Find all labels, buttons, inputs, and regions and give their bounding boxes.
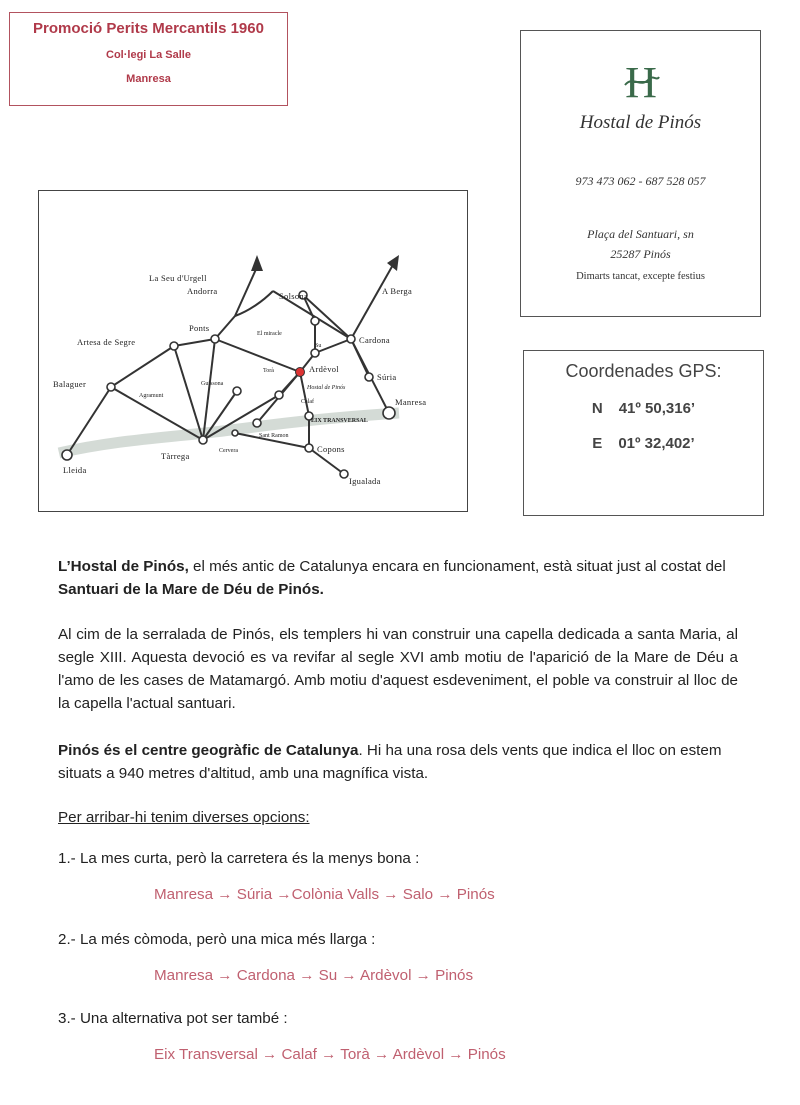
gps-e-value: 01º 32,402’ [618,435,695,452]
logo-letter: H [624,59,657,105]
map-label-ardevol: Ardèvol [309,364,339,374]
intro-text: el més antic de Catalunya encara en funcionament, està situat just al costat del [188,558,726,575]
hostal-address-line2: 25287 Pinós [610,247,671,261]
geo-centre-paragraph [58,739,738,785]
map-label-manresa: Manresa [395,397,427,407]
history-paragraph: Al cim de la serralada de Pinós, els templers hi van construir una capella dedicada a santa Maria, al segle XIII. Aquesta devoció es va revifar al segle XVI amb motiu de l'aparició de la Mare de Déu a l'amo de les cases de Matamargó. Amb motiu d'aquest esdeveniment, el poble va construir al lloc de la capella l'actual santuari. [58,626,738,712]
geo-centre-text: . Hi ha una rosa dels vents que indica el lloc on estem situats a 940 metres d'altitud, amb una magnífica vista. [58,742,722,782]
gps-e-label: E [592,435,603,452]
route-map-svg [39,191,469,513]
map-label-lleida: Lleida [63,465,87,475]
option-2-label: 2.- La més còmoda, però una mica més llarga : [58,931,376,948]
geo-centre-bold: Pinós és el centre geogràfic de Catalunya [58,742,359,759]
promo-title: Promoció Perits Mercantils 1960 [33,20,264,37]
intro-bold-santuari: Santuari de la Mare de Déu de Pinós. [58,581,324,598]
map-label-tora: Torà [263,368,274,374]
hostal-card [520,30,761,317]
gps-n-label: N [591,400,603,417]
option-1-label: 1.- La mes curta, però la carretera és la menys bona : [58,850,420,867]
map-arrow-andorra [251,255,263,271]
route-3: Eix Transversal → Calaf → Torà → Ardèvol → Pinós [154,1046,506,1063]
map-label-hostal: Hostal de Pinós [307,385,346,391]
gps-longitude [524,435,763,452]
map-label-balaguer: Balaguer [53,379,87,389]
map-label-guissona: Guissona [201,381,224,387]
hostal-address-line1: Plaça del Santuari, sn [587,227,694,241]
map-label-seu: La Seu d'Urgell [149,273,207,283]
map-arrow-berga [387,255,399,271]
promo-school: Col·legi La Salle [106,49,191,61]
map-label-suria: Súria [377,372,397,382]
map-label-calaf: Calaf [301,399,314,405]
map-label-artesa: Artesa de Segre [77,337,136,347]
map-label-su: Su [315,343,322,349]
map-label-eix: EIX TRANSVERSAL [311,418,368,424]
map-label-sant-ramon: Sant Ramon [259,433,289,439]
map-label-ponts: Ponts [189,323,210,333]
map-label-cardona: Cardona [359,335,390,345]
gps-title: Coordenades GPS: [565,361,722,381]
route-map [38,190,468,512]
hostal-name: Hostal de Pinós [579,112,702,133]
map-label-igualada: Igualada [349,476,381,486]
map-label-copons: Copons [317,444,345,454]
option-3-label: 3.- Una alternativa pot ser també : [58,1010,288,1027]
map-label-solsona: Solsona [279,291,309,301]
promo-box [9,12,288,106]
promo-city: Manresa [126,73,171,85]
route-2: Manresa → Cardona → Su → Ardèvol → Pinós [154,967,474,984]
map-label-miracle: El miracle [257,331,282,337]
map-label-cervera: Cervera [219,448,238,454]
map-label-berga: A Berga [382,286,413,296]
gps-latitude [524,400,763,417]
intro-bold-hostal: L’Hostal de Pinós, [58,558,189,575]
intro-paragraph [58,555,738,601]
map-label-andorra: Andorra [187,286,218,296]
hostal-logo [521,59,760,110]
hostal-phone: 973 473 062 - 687 528 057 [575,174,706,188]
map-label-tarrega: Tàrrega [161,451,190,461]
hostal-closing-day: Dimarts tancat, excepte festius [576,271,705,282]
gps-n-value: 41º 50,316’ [618,400,696,417]
gps-box [523,350,764,516]
route-1: Manresa → Súria →Colònia Valls → Salo → Pinós [154,886,495,903]
map-node-hostal [296,368,305,377]
options-heading: Per arribar-hi tenim diverses opcions: [58,809,310,826]
map-label-agramunt: Agramunt [139,393,164,399]
